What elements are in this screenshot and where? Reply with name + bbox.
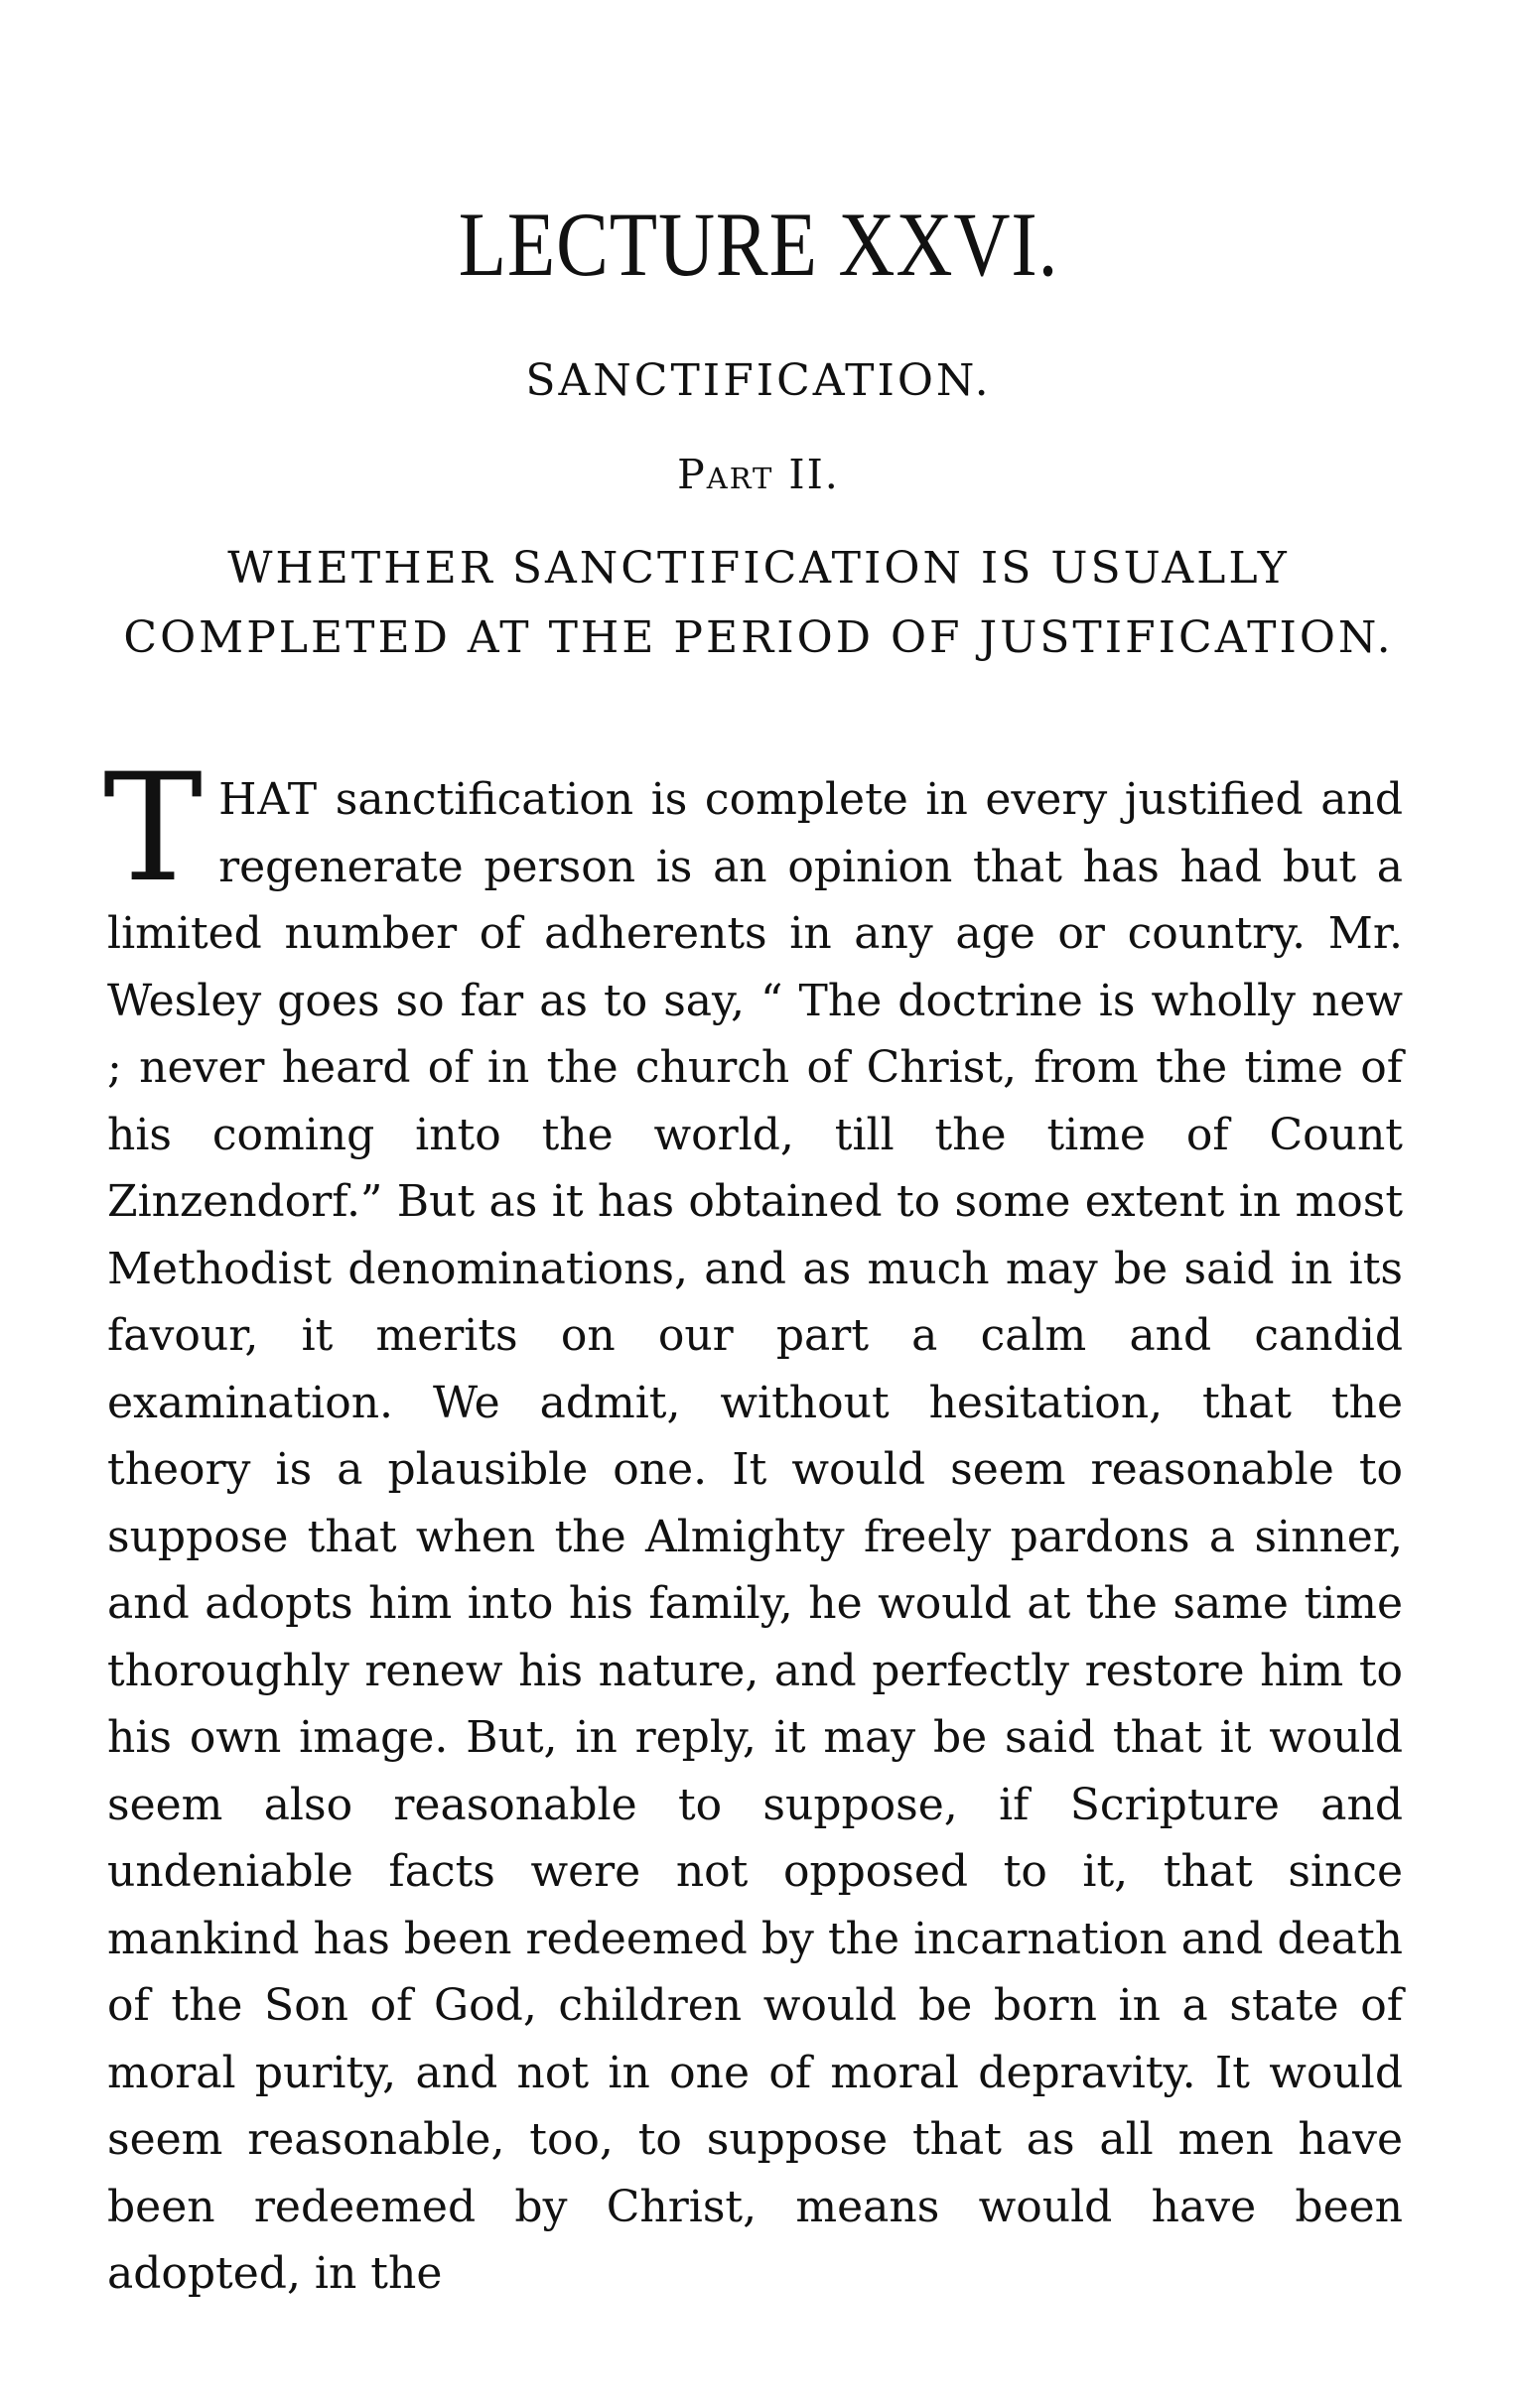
subject-title: SANCTIFICATION. bbox=[525, 355, 992, 406]
part-label: Part II. bbox=[677, 451, 840, 498]
body-text: sanctification is complete in every justified and regenerate person is an opinion that has had but a limited number of adherents in any age or country. Mr. Wesley goes so far as to say, “ The doctrine is wholly new ; never heard of in the church of Christ, from the time of his coming into the world, till the time of Count Zinzendorf.” But as it has obtained to some extent in most Methodist denominations, and as much may be said in its favour, it merits on our part a calm and candid examination. We admit, without hesitation, that the theory is a plausible one. It would seem reasonable to suppose that when the Almighty freely pardons a sinner, and adopts him into his family, he would at the same time thoroughly renew his nature, and perfectly restore him to his own image. But, in reply, it may be said that it would seem also reasonable to suppose, if Scripture and undeniable facts were not opposed to it, that since mankind has been redeemed by the incarnation and death of the Son of God, children would be born in a state of moral purity, and not in one of moral depravity. It would seem reasonable, too, to suppose that as all men have been redeemed by Christ, means would have been adopted, in the bbox=[107, 774, 1403, 2299]
body-paragraph bbox=[103, 742, 1403, 2308]
drop-cap: T bbox=[103, 742, 204, 915]
first-word: HAT bbox=[218, 774, 319, 825]
section-heading: WHETHER SANCTIFICATION IS USUALLY COMPLETED AT THE PERIOD OF JUSTIFICATION. bbox=[123, 543, 1394, 663]
lecture-title: LECTURE XXVI. bbox=[458, 194, 1059, 295]
